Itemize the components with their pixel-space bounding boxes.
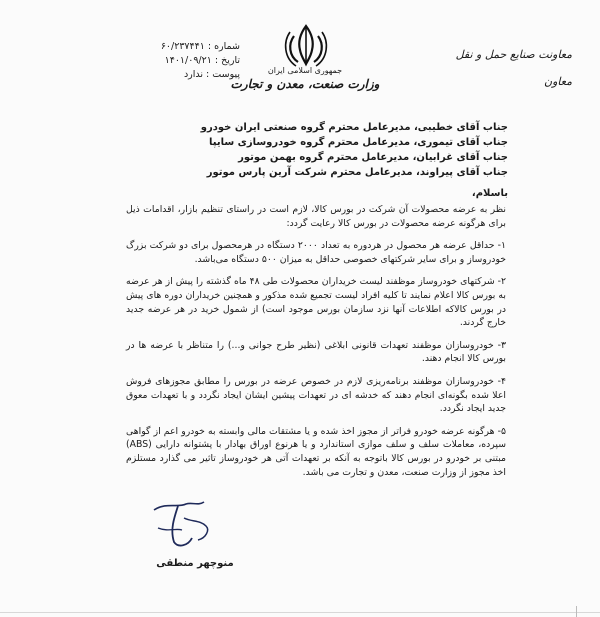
body-paragraph: نظر به عرضه محصولات آن شرکت در بورس کالا، لازم است در راستای تنظیم بازار، اقدامات ذیل برای هرگونه عرضه محصولات در بورس کالا رعایت گردد:: [126, 204, 506, 229]
body-paragraph: ۱- حداقل عرضه هر محصول در هردوره به تعداد ۲۰۰۰ دستگاه در هرمحصول برای دو شرکت بزرگ خودروساز و برای سایر شرکتهای خصوصی حداقل به میزان ۵۰۰ دستگاه می‌باشد.: [126, 240, 507, 265]
iran-emblem-icon: [280, 20, 332, 72]
body-paragraph: ۳- خودروسازان موظفند تعهدات قانونی ابلاغی (نظیر طرح جوانی و...) را متناظر با عرضه ها در بورس کالا انجام دهند.: [126, 339, 506, 365]
signer-name: منوچهر منطقی: [156, 558, 234, 569]
addressee-line: جناب آقای غرابیان، مدیرعامل محترم گروه بهمن موتور: [238, 152, 508, 163]
page-mark: [576, 606, 577, 617]
page-edge: [0, 612, 600, 613]
body-paragraph: ۵- هرگونه عرضه خودرو فراتر از مجوز اخذ شده و یا مشتقات مالی وابسته به خودرو اعم از گواهی سپرده، معاملات سلف و سلف موازی استاندارد و یا هرنوع اوراق بهادار با پشتوانه دارایی (ABS) مبتنی بر خودرو در بورس کالا باتوجه به آنکه بر تعهدات آتی هر خودروساز تاثیر می گذارد مستلزم اخذ مجوز از وزارت صنعت، معدن و تجارت می باشد.: [126, 425, 506, 478]
body-paragraph: ۴- خودروسازان موظفند برنامه‌ریزی لازم در خصوص عرضه در بورس را مطابق مجوزهای فروش اعلا شده بگونه‌ای انجام دهند که خدشه ای در تعهدات پیشین ایشان ایجاد نگردد و با تعهدات معوق جدید ایجاد نگردد.: [126, 375, 506, 415]
addressee-list: [148, 120, 508, 180]
letter-body: [126, 203, 506, 488]
body-paragraph: ۲- شرکتهای خودروساز موظفند لیست خریداران محصولات طی ۴۸ ماه گذشته را پیش از هر عرضه به بورس کالا اعلام نمایند تا کلیه افراد لیست تجمیع شده مذکور و همچنین خریداران دوره های پیش در بورس کالاکه اطلاعات آنها نزد سازمان بورس موجود است) از شمول خرید در هر عرضه جدید خارج گردند.: [126, 276, 506, 329]
ministry-header: [230, 66, 380, 91]
letter-meta: [95, 40, 240, 82]
country-name: جمهوری اسلامی ایران: [267, 66, 343, 75]
letter-attachment: پیوست : ندارد: [183, 69, 240, 80]
handwritten-signature: [148, 498, 224, 550]
greeting: باسلام،: [471, 188, 508, 199]
department-name: معاونت صنایع حمل و نقل: [455, 48, 572, 61]
department-title: معاون: [544, 75, 572, 88]
addressee-line: جناب آقای خطیبی، مدیرعامل محترم گروه صنعتی ایران خودرو: [200, 122, 508, 133]
letter-date: تاریخ : ۱۴۰۱/۰۹/۲۱: [164, 55, 240, 66]
department-header: [432, 48, 572, 88]
addressee-line: جناب آقای پیراوند، مدیرعامل محترم شرکت آرین پارس موتور: [206, 167, 508, 178]
letter-number: شماره : ۶۰/۲۳۷۴۴۱: [160, 41, 240, 52]
addressee-line: جناب آقای تیموری، مدیرعامل محترم گروه خودروسازی سایپا: [209, 137, 508, 148]
ministry-name: وزارت صنعت، معدن و تجارت: [230, 77, 380, 91]
